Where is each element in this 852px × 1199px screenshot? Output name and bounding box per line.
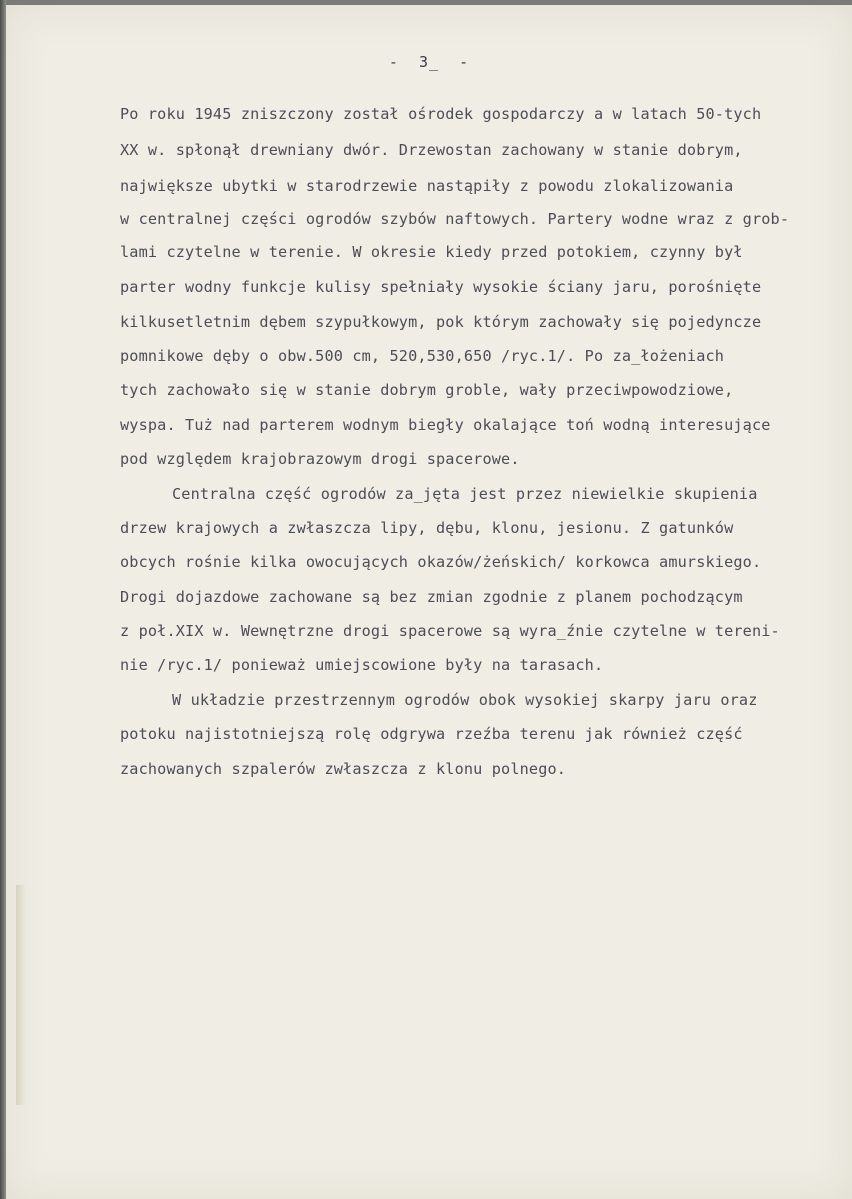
text-line-6: parter wodny funkcje kulisy spełniały wysokie ściany jaru, porośnięte	[120, 278, 762, 296]
text-line-12: Centralna część ogrodów za_jęta jest przez niewielkie skupienia	[172, 485, 758, 503]
text-line-4: w centralnej części ogrodów szybów naftowych. Partery wodne wraz z grob-	[120, 210, 790, 228]
paper-stain	[16, 885, 26, 1105]
text-line-14: obcych rośnie kilka owocujących okazów/żeńskich/ korkowca amurskiego.	[120, 553, 762, 571]
text-line-16: z poł.XIX w. Wewnętrzne drogi spacerowe są wyra_źnie czytelne w tereni-	[120, 622, 780, 640]
text-line-1: Po roku 1945 zniszczony został ośrodek gospodarczy a w latach 50-tych	[120, 105, 762, 123]
text-line-19: potoku najistotniejszą rolę odgrywa rzeźba terenu jak również część	[120, 725, 743, 743]
text-line-13: drzew krajowych a zwłaszcza lipy, dębu, klonu, jesionu. Z gatunków	[120, 519, 734, 537]
text-line-10: wyspa. Tuż nad parterem wodnym biegły okalające toń wodną interesujące	[120, 416, 771, 434]
text-line-20: zachowanych szpalerów zwłaszcza z klonu polnego.	[120, 760, 567, 778]
text-line-8: pomnikowe dęby o obw.500 cm, 520,530,650 /ryc.1/. Po za_łożeniach	[120, 347, 725, 365]
text-line-9: tych zachowało się w stanie dobrym groble, wały przeciwpowodziowe,	[120, 381, 734, 399]
text-line-11: pod względem krajobrazowym drogi spacerowe.	[120, 450, 520, 468]
document-page	[6, 5, 852, 1199]
page-number: - 3_ -	[388, 53, 470, 71]
text-line-17: nie /ryc.1/ ponieważ umiejscowione były na tarasach.	[120, 656, 604, 674]
text-line-7: kilkusetletnim dębem szypułkowym, pok którym zachowały się pojedyncze	[120, 313, 762, 331]
text-line-3: największe ubytki w starodrzewie nastąpiły z powodu zlokalizowania	[120, 177, 734, 195]
text-line-5: lami czytelne w terenie. W okresie kiedy przed potokiem, czynny był	[120, 243, 743, 261]
text-line-15: Drogi dojazdowe zachowane są bez zmian zgodnie z planem pochodzącym	[120, 588, 743, 606]
text-line-2: XX w. spłonął drewniany dwór. Drzewostan zachowany w stanie dobrym,	[120, 141, 743, 159]
text-line-18: W układzie przestrzennym ogrodów obok wysokiej skarpy jaru oraz	[172, 691, 758, 709]
